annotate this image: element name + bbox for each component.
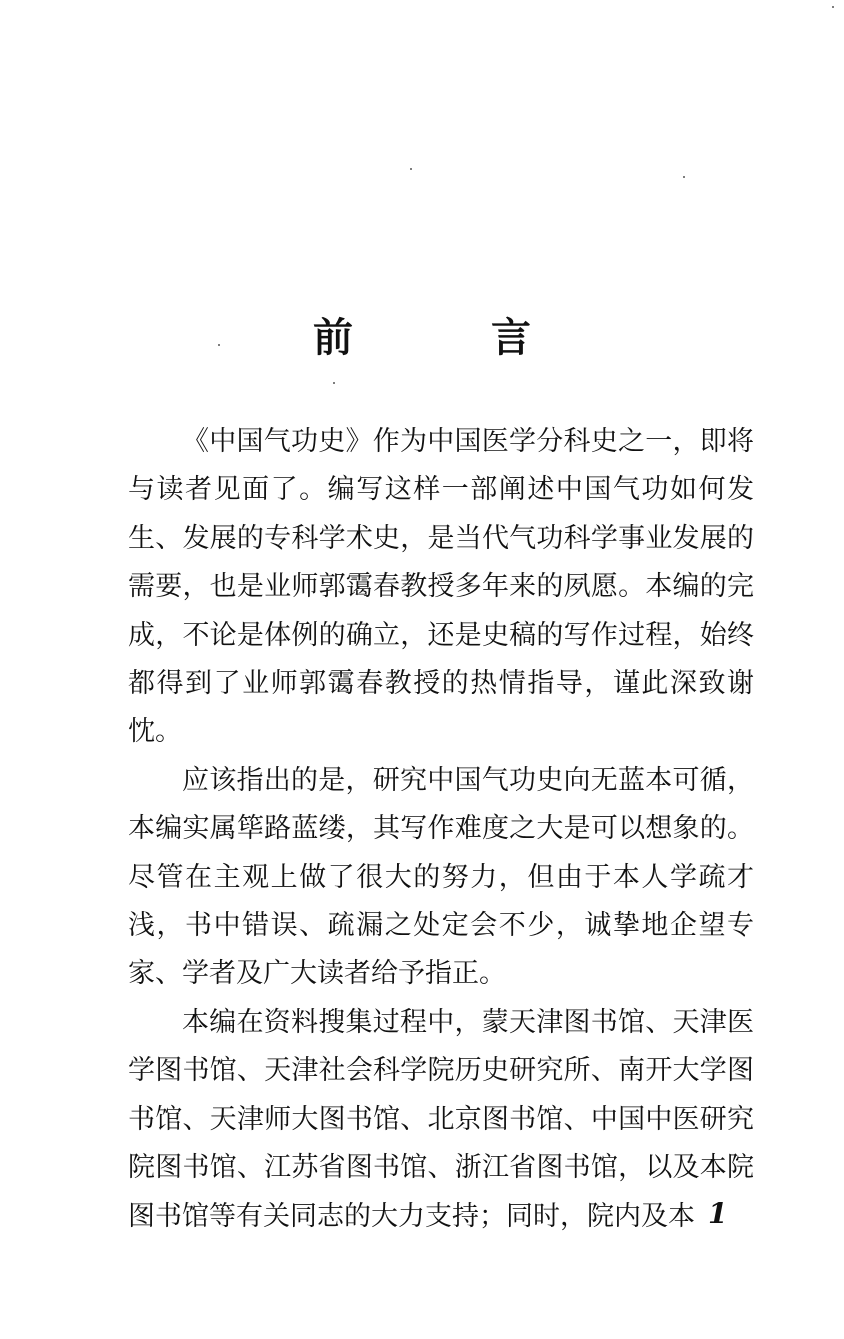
page-number: 1 <box>708 1197 728 1230</box>
paragraph: 应该指出的是，研究中国气功史向无蓝本可循，本编实属筚路蓝缕，其写作难度之大是可以想象的。尽管在主观上做了很大的努力，但由于本人学疏才浅，书中错误、疏漏之处定会不少，诚挚地企望专家、学者及广大读者给予指正。 <box>128 764 754 990</box>
body-text <box>128 418 754 1241</box>
scan-speck <box>410 168 412 170</box>
scan-speck <box>333 382 335 384</box>
paragraph: 本编在资料搜集过程中，蒙天津图书馆、天津医学图书馆、天津社会科学院历史研究所、南开大学图书馆、天津师大图书馆、北京图书馆、中国中医研究院图书馆、江苏省图书馆、浙江省图书馆，以及本院图书馆等有关同志的大力支持；同时，院内及本 <box>128 1006 754 1232</box>
scan-speck <box>832 6 834 8</box>
scan-speck <box>683 176 685 178</box>
paragraph: 《中国气功史》作为中国医学分科史之一，即将与读者见面了。编写这样一部阐述中国气功如何发生、发展的专科学术史，是当代气功科学事业发展的需要，也是业师郭霭春教授多年来的夙愿。本编的完成，不论是体例的确立，还是史稿的写作过程，始终都得到了业师郭霭春教授的热情指导，谨此深致谢忱。 <box>128 426 754 748</box>
page-title: 前 言 <box>313 315 593 361</box>
